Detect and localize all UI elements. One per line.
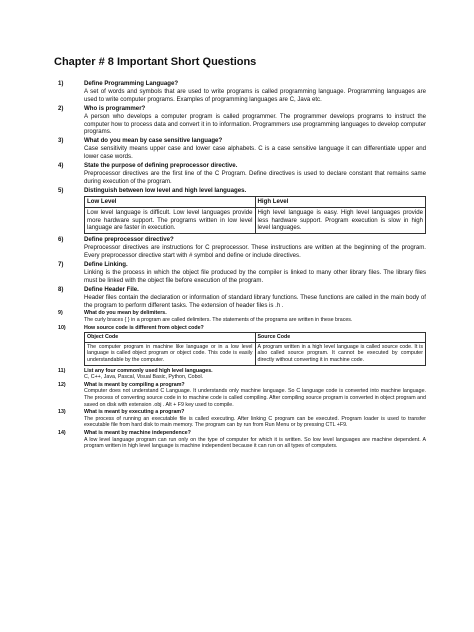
question-answer: Preprocessor directives are the first line of the C Program. Define directives is used to declare constant that remains same during execution of the program. [84,169,426,185]
question-number: 1) [58,80,64,87]
question-answer: Preprocessor directives are instructions for C preprocessor. These instructions are written at the beginning of the program. Every preprocessor directive start with # symbol and define or include directives. [84,244,426,260]
table-header: Low Level [85,196,256,207]
question-answer: The curly braces { } in a program are called delimiters. The statements of the programs are written in these braces. [84,317,353,324]
question-number: 12) [58,381,66,388]
question-title: Who is programmer? [84,104,146,112]
question-answer: A low level language program can run only on the type of computer for which it is written. So low level languages are machine dependent. A program written in high level language is machine independent because it can run on all types of computers. [84,436,426,450]
question-number: 2) [58,104,64,112]
question-answer: A set of words and symbols that are used to write programs is called programming language. Programming languages are used to write computer programs. Examples of programming languages are C, Java etc. [84,87,426,103]
question-number: 7) [58,261,64,269]
question-answer: Header files contain the declaration or information of standard library functions. These functions are called in the main body of the program to perform different tasks. The extension of header files is .h . [84,293,426,309]
question-item [54,430,426,450]
question-answer: Linking is the process in which the object file produced by the compiler is linked to many other library files. The library files must be linked with the object file before execution of the program. [84,268,426,284]
question-number: 11) [58,367,66,374]
question-number: 3) [58,137,64,145]
question-title: Distinguish between low level and high level languages. [84,186,247,194]
question-item [54,162,426,186]
question-number: 9) [58,310,63,317]
question-title: What is meant by machine independence? [84,429,191,436]
question-title: What do you mean by delimiters. [84,310,167,317]
question-answer: A person who develops a computer program is called programmer. The programmer develops programs to instruct the computer how to process data and convert it in to information. Programmers use programming languages to develop computer programs. [84,112,426,136]
question-item [54,105,426,137]
question-title: Define Header File. [84,285,139,293]
page-title: Chapter # 8 Important Short Questions [54,56,257,68]
question-title: List any four commonly used high level languages. [84,367,213,374]
table-cell: A program written in a high level language is called source code. It is also called source program. It cannot be executed by computer directly without converting it in machine code. [255,342,426,365]
question-answer: Case sensitivity means upper case and lower case alphabets. C is a case sensitive language it can differentiate upper and lower case words. [84,145,426,161]
question-title: How source code is different from object code? [84,324,204,331]
question-number: 13) [58,409,66,416]
question-item [54,261,426,285]
table-header: Object Code [85,333,256,343]
question-item [54,236,426,260]
question-item [54,286,426,310]
question-title: What is meant by compiling a program? [84,381,185,388]
question-title: Define Linking. [84,261,128,269]
question-answer: C, C++, Java, Pascal, Visual Basic, Python, Cobol. [84,374,204,381]
question-title: What do you mean by case sensitive language? [84,137,223,145]
table-cell: High level language is easy. High level languages provide less hardware support. Program execution is slow in high level languages. [255,207,426,234]
table-cell: Low level language is difficult. Low level languages provide more hardware support. The programs written in low level language are faster in execution. [85,207,256,234]
question-answer: The process of running an executable file is called executing. After linking C program can be executed. Program loader is used to transfer executable file from hard disk to main memory. The program can by run from Run Menu or by pressing CTL +F9. [84,415,426,429]
question-number: 8) [58,285,64,293]
question-title: Define preprocessor directive? [84,236,174,244]
question-item [54,368,426,381]
question-answer: Computer does not understand C Language. It understands only machine language. So C language code is converted into machine language. The process of converting source code in to machine code is called compiling. After compiling source program is converted in object program and saved on disk with extension .obj . Alt + F9 key used to compile. [84,388,426,408]
comparison-table-code [84,332,426,365]
question-item [54,137,426,161]
comparison-table-levels [84,196,426,235]
question-number: 5) [58,186,64,194]
question-item [54,382,426,408]
table-header: Source Code [255,333,426,343]
question-item [54,325,426,368]
question-title: State the purpose of defining preprocessor directive. [84,162,238,170]
question-number: 10) [58,324,66,331]
question-number: 4) [58,162,64,170]
question-item [54,80,426,104]
question-list [54,80,426,450]
question-title: Define Programming Language? [84,80,179,87]
question-item [54,187,426,237]
question-number: 6) [58,236,64,244]
question-item [54,310,426,323]
table-header: High Level [255,196,426,207]
question-title: What is meant by executing a program? [84,409,185,416]
question-item [54,409,426,429]
question-number: 14) [58,429,66,436]
table-cell: The computer program in machine like language or in a low level language is called object program or object code. This code is easily understandable by the computer. [85,342,256,365]
